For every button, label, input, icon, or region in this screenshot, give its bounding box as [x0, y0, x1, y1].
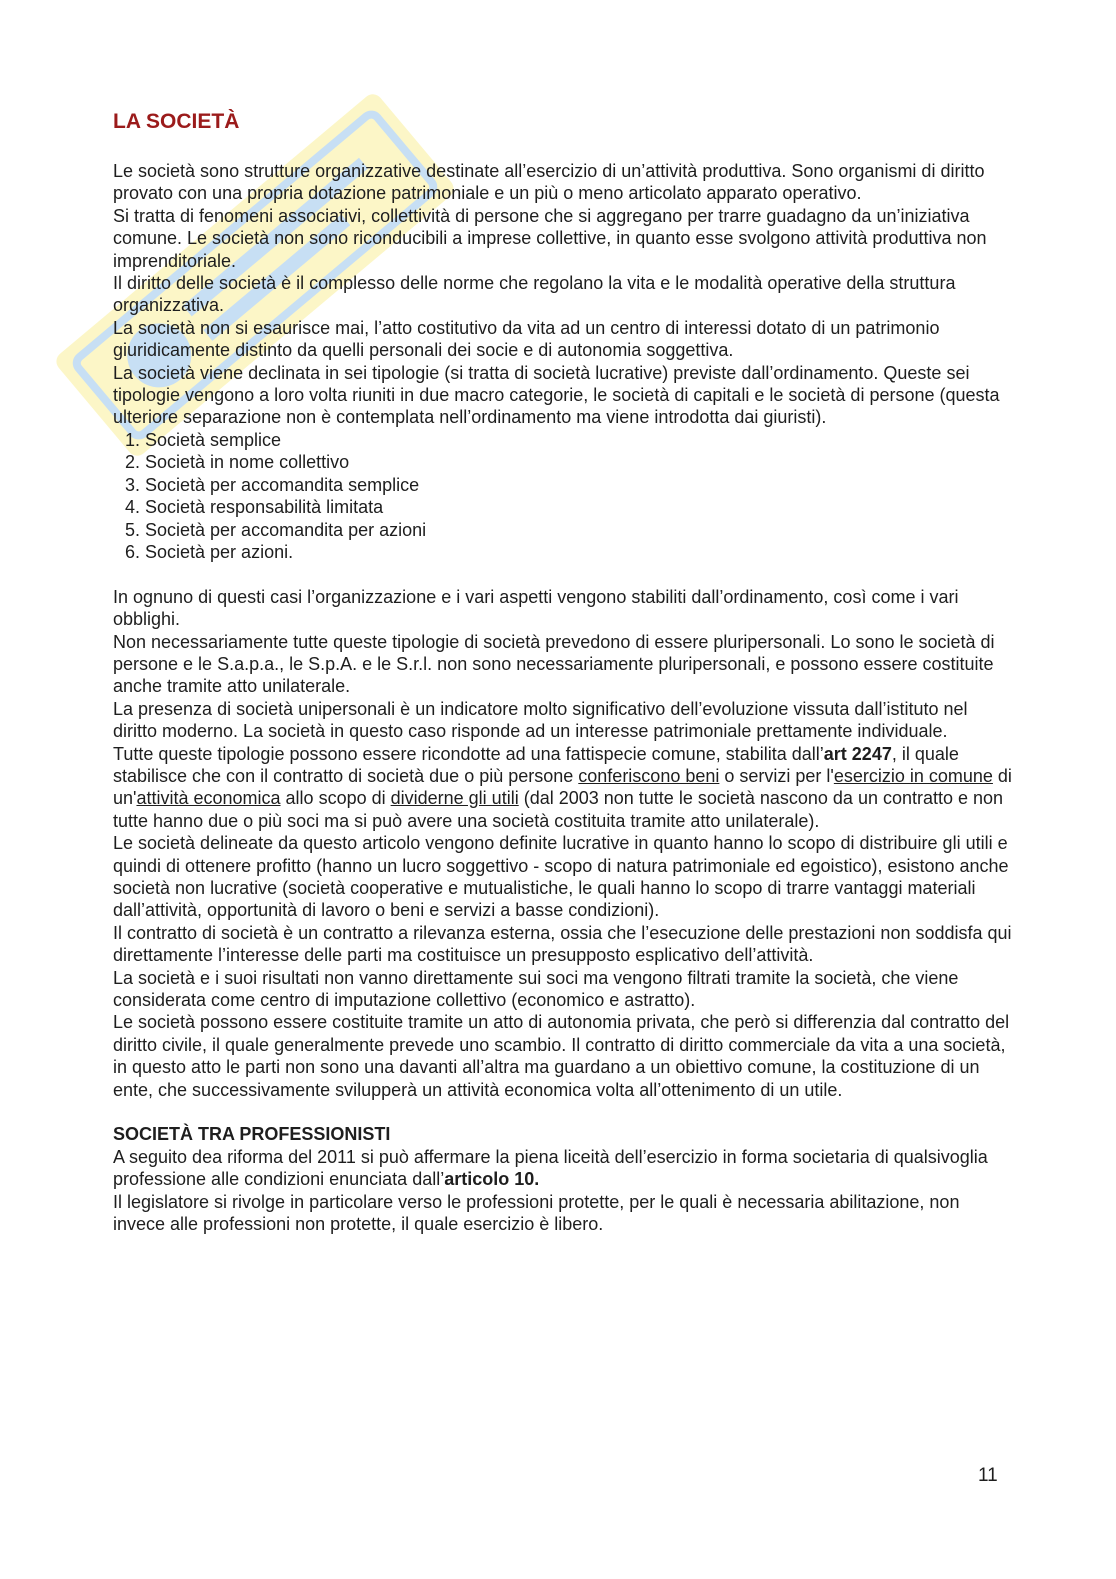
- section-title: SOCIETÀ TRA PROFESSIONISTI: [113, 1124, 391, 1145]
- paragraph-7: Non necessariamente tutte queste tipologie di società prevedono di essere pluripersonali. Lo sono le società di persone e le S.a.p.a., le S.p.A. e le S.r.l. non sono necessariamente pluripersonali, e possono essere costituite anche tramite atto unilaterale.: [113, 631, 995, 697]
- list-item: 5. Società per accomandita per azioni: [145, 519, 1013, 541]
- article-reference: articolo 10.: [444, 1169, 540, 1190]
- paragraph-6: In ognuno di questi casi l’organizzazione e i vari aspetti vengono stabiliti dall’ordinamento, così come i vari obblighi.: [113, 586, 959, 630]
- paragraph-3: Il diritto delle società è il complesso delle norme che regolano la vita e le modalità operative della struttura organizzativa.: [113, 273, 956, 316]
- list-item: 3. Società per accomandita semplice: [145, 474, 1013, 496]
- underlined-term: attività economica: [136, 788, 281, 809]
- text-span: , il quale stabilisce che con il contratto di società due o più persone: [113, 743, 959, 786]
- list-item: 1. Società semplice: [145, 429, 1013, 451]
- paragraph-8: La presenza di società unipersonali è un indicatore molto significativo dell’evoluzione vissuta dall’istituto nel diritto moderno. La società in questo caso risponde ad un interesse patrimoniale prettamente individuale.: [113, 698, 968, 742]
- paragraph-13: Le società possono essere costituite tramite un atto di autonomia privata, che però si differenzia dal contratto del diritto civile, il quale generalmente prevede uno scambio. Il contratto di diritto commerciale da vita a una società, in questo atto le parti non sono una davanti all’altra ma guardano a un obiettivo comune, la costituzione di un ente, che successivamente svilupperà un attività economica volta all’ottenimento di un utile.: [113, 1012, 1010, 1100]
- paragraph-4: La società non si esaurisce mai, l’atto costitutivo da vita ad un centro di interessi dotato di un patrimonio giuridicamente distinto da quelli personali dei socie e di autonomia soggettiva.: [113, 317, 940, 361]
- paragraph-15: Il legislatore si rivolge in particolare verso le professioni protette, per le quali è necessaria abilitazione, non invece alle professioni non protette, il quale esercizio è libero.: [113, 1191, 960, 1235]
- underlined-term: conferiscono beni: [578, 765, 720, 786]
- underlined-term: esercizio in comune: [833, 765, 993, 786]
- text-span: o servizi per l': [719, 765, 834, 786]
- article-reference: art 2247: [823, 743, 892, 764]
- list-item: 2. Società in nome collettivo: [145, 451, 1013, 473]
- underlined-term: dividerne gli utili: [390, 788, 519, 809]
- page-title: LA SOCIETÀ: [113, 110, 240, 133]
- text-span: Tutte queste tipologie possono essere ricondotte ad una fattispecie comune, stabilita dall’: [113, 743, 824, 764]
- paragraph-5: La società viene declinata in sei tipologie (si tratta di società lucrative) previste dall’ordinamento. Queste sei tipologie vengono a loro volta riuniti in due macro categorie, le società di capitali e le società di persone (questa ulteriore separazione non è contemplata nell’ordinamento ma viene introdotta dai giuristi).: [113, 362, 1000, 428]
- text-span: di un': [113, 765, 1012, 809]
- paragraph-14: [113, 1146, 1013, 1191]
- list-item: 6. Società per azioni.: [145, 541, 1013, 563]
- text-span: allo scopo di: [280, 788, 391, 809]
- text-span: (dal 2003 non tutte le società nascono da un contratto e non tutte hanno due o più soci ma si può avere una società costituita tramite atto unilaterale).: [113, 788, 1004, 831]
- paragraph-2: Si tratta di fenomeni associativi, collettività di persone che si aggregano per trarre guadagno da un’iniziativa comune. Le società non sono riconducibili a imprese collettive, in quanto esse svolgono attività produttiva non imprenditoriale.: [113, 205, 987, 271]
- document-body: [113, 108, 1013, 1235]
- spacer: [113, 563, 1013, 585]
- text-span: A seguito dea riforma del 2011 si può affermare la piena liceità dell’esercizio in forma societaria di qualsivoglia professione alle condizioni enunciata dall’: [113, 1146, 988, 1190]
- paragraph-12: La società e i suoi risultati non vanno direttamente sui soci ma vengono filtrati tramite la società, che viene considerata come centro di imputazione collettivo (economico e astratto).: [113, 967, 959, 1011]
- paragraph-10: Le società delineate da questo articolo vengono definite lucrative in quanto hanno lo scopo di distribuire gli utili e quindi di ottenere profitto (hanno un lucro soggettivo - scopo di natura patrimoniale ed egoistico), esistono anche società non lucrative (società cooperative e mutualistiche, le quali hanno lo scopo di trarre vantaggi materiali dall’attività, opportunità di lavoro o beni e servizi a basse condizioni).: [113, 833, 1009, 921]
- paragraph-1: Le società sono strutture organizzative destinate all’esercizio di un’attività produttiva. Sono organismi di diritto provato con una propria dotazione patrimoniale e un più o meno articolato apparato operativo.: [113, 161, 985, 204]
- spacer: [113, 1101, 1013, 1123]
- list-item: 4. Società responsabilità limitata: [145, 496, 1013, 518]
- paragraph-11: Il contratto di società è un contratto a rilevanza esterna, ossia che l’esecuzione delle prestazioni non soddisfa qui direttamente l’interesse delle parti ma costituisce un presupposto esplicativo dell’attività.: [113, 922, 1012, 966]
- page-number: 11: [978, 1465, 998, 1486]
- paragraph-9: [113, 743, 1013, 833]
- company-types-list: [113, 429, 1013, 563]
